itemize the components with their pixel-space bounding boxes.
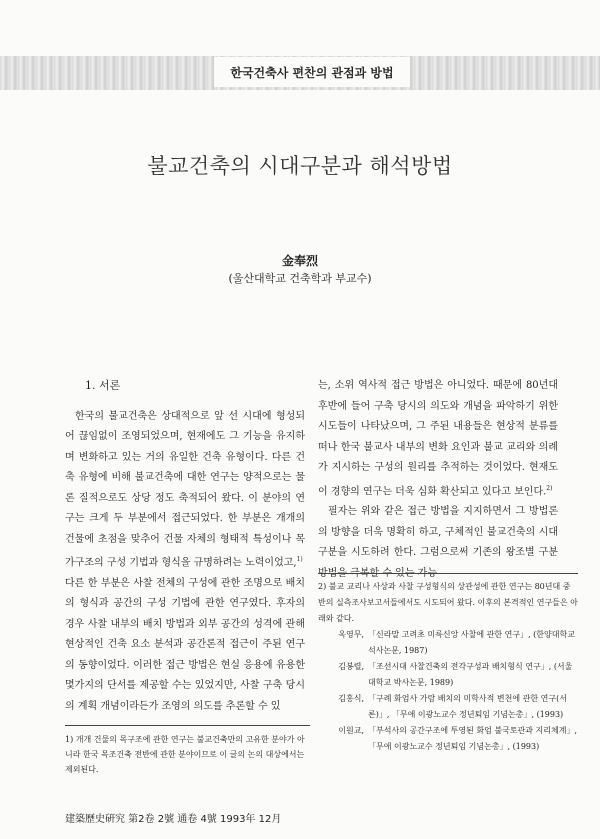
paragraph-text: 는, 소위 역사적 접근 방법은 아니었다. 때문에 80년대 후반에 들어 구축 당시의 의도와 개념을 파악하기 위한 시도들이 나타났으며, 그 주된 내용들은 현상적 분류를 떠나 한국 불교사 내부의 변화 요인과 불교 교리와 의례가 지시하는 구성의 원리를 추적하는 것이었다. 현재도 이 경향의 연구는 더욱 심화 확산되고 있다고 보인다. [318, 380, 558, 497]
footnote-ref[interactable]: 2) [546, 484, 553, 492]
right-column [318, 376, 558, 584]
paper-title: 불교건축의 시대구분과 해석방법 [147, 154, 453, 178]
reference-author: 이원교, [338, 726, 364, 735]
body-paragraph [65, 407, 305, 574]
reference-text: 「조선시대 사찰건축의 전각구성과 배치형식 연구」, (서울대학교 박사논문, 1989) [368, 662, 573, 687]
running-header: 한국건축사 편찬의 관점과 방법 [214, 57, 410, 87]
footnote-2 [318, 573, 578, 755]
reference-text: 「구례 화엄사 가람 배치의 미학사적 변천에 관한 연구(서론)」, 「무애 이광노교수 정년퇴임 기념논총」, (1993) [368, 694, 567, 719]
body-paragraph: 다른 한 부분은 사찰 전체의 구성에 관한 조명으로 배치의 형식과 공간의 구성 기법에 관한 연구였다. 후자의 경우 사찰 내부의 배치 방법과 외부 공간의 성격에 관해 현상적인 건축 요소 분석과 공간론적 접근이 주된 연구의 동향이었다. 이러한 접근 방법은 현실 응용에 유용한 몇가지의 단서를 제공할 수는 있었지만, 사찰 구축 당시의 계획 개념이라든가 조영의 의도를 추론할 수 있 [65, 577, 305, 712]
reference-entry [318, 659, 578, 691]
footnote-intro: 2) 불교 교리나 사상과 사찰 구성형식의 상관성에 관한 연구는 80년대 중반의 실측조사보고서들에서도 시도되어 왔다. 이후의 본격적인 연구들은 아래와 같다. [318, 582, 578, 623]
reference-entry [318, 723, 578, 755]
reference-entry [318, 627, 578, 659]
reference-text: 「신라말 고려초 미륵신앙 사찰에 관한 연구」, (한양대학교 석사논문, 1987) [368, 630, 575, 655]
author-affiliation: (울산대학교 건축학과 부교수) [228, 272, 372, 285]
reference-text: 「부석사의 공간구조에 투영된 화엄 불국토관과 지리체계」, 「무애 이광노교수 정년퇴임 기념논총」, (1993) [368, 726, 577, 751]
footnote-1: 1) 개개 건물의 목구조에 관한 연구는 불교건축만의 고유한 분야가 아니라 한국 목조건축 전반에 관한 분야이므로 이 글의 논의 대상에서는 제외된다. [65, 725, 310, 777]
author-name: 金奉烈 [281, 254, 318, 268]
section-heading: 1. 서론 [85, 379, 121, 392]
body-paragraph [318, 376, 558, 502]
reference-entry [318, 691, 578, 723]
body-paragraph: 필자는 위와 같은 접근 방법을 지지하면서 그 방법론의 방향을 더욱 명확히 하고, 구체적인 불교건축의 시대구분을 시도하려 한다. 그럼으로써 기존의 왕조별 구분 방법을 극복할 수 있는 가능 [318, 506, 558, 579]
paragraph-text: 한국의 불교건축은 상대적으로 앞 선 시대에 형성되어 끊임없이 조영되었으며, 현재에도 그 기능을 유지하며 변화하고 있는 거의 유일한 건축 유형이다. 다른 건축 유형에 비해 불교건축에 대한 연구는 양적으로는 물론 질적으로도 상당 정도 축적되어 왔다. 이 분야의 연구는 크게 두 부분에서 접근되었다. 한 부분은 개개의 건물에 초점을 맞추어 건물 자체의 형태적 특성이나 목가구조의 구성 기법과 형식을 규명하려는 노력이었고, [65, 410, 305, 569]
journal-info: 建築歷史硏究 第2卷 2號 通卷 4號 1993年 12月 [65, 814, 282, 825]
left-column [65, 376, 305, 717]
reference-author: 김봉렬, [338, 662, 364, 671]
reference-author: 김홍식, [338, 694, 364, 703]
footnote-ref[interactable]: 1) [296, 556, 303, 563]
reference-author: 옥영무, [338, 630, 364, 639]
